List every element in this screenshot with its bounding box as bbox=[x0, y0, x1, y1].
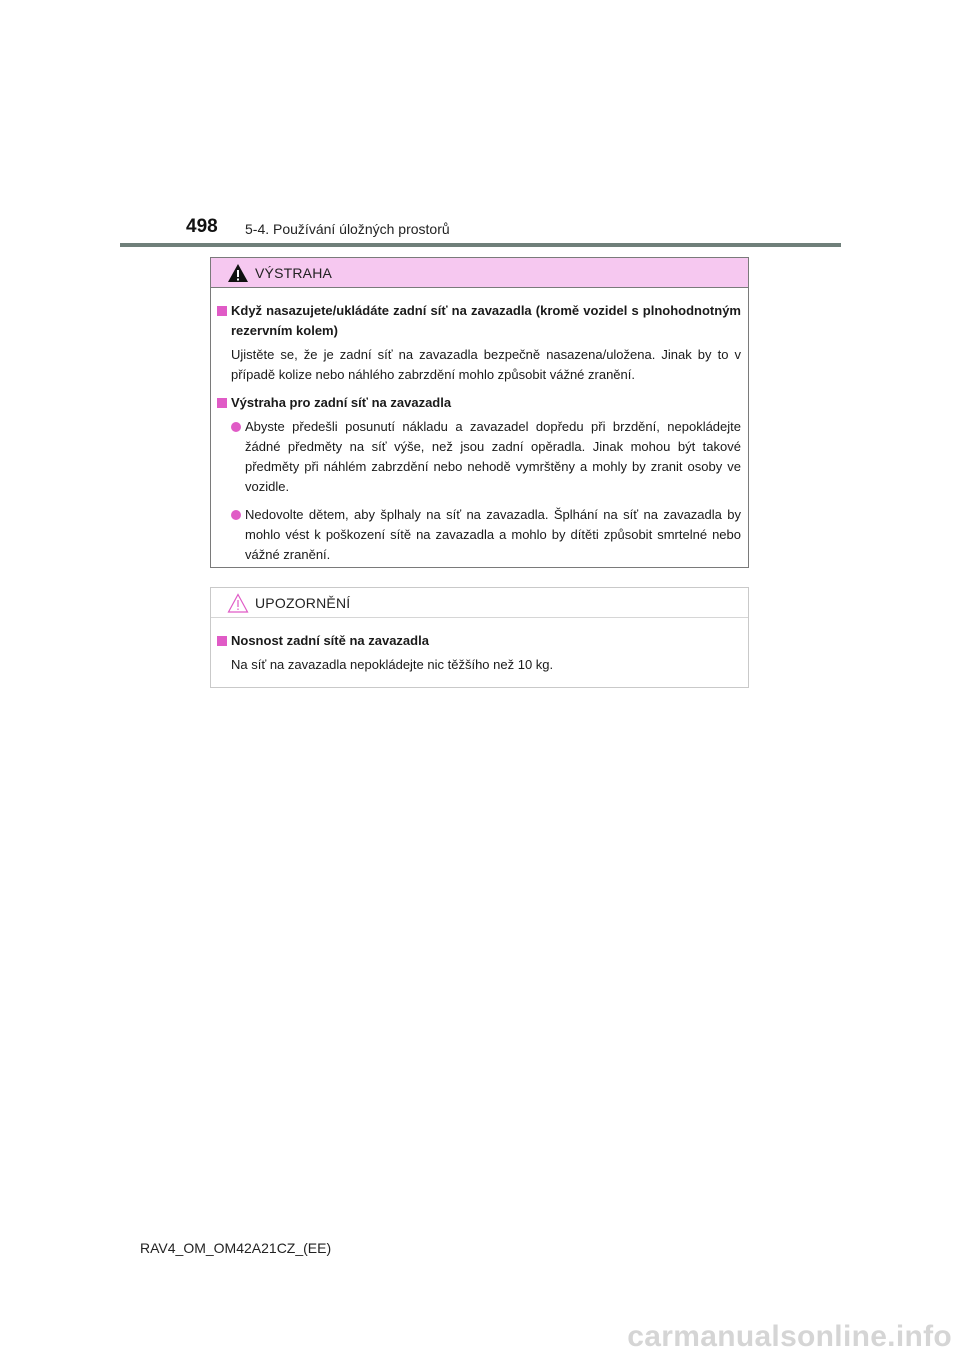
caution-header bbox=[211, 588, 748, 618]
watermark: carmanualsonline.info bbox=[627, 1320, 952, 1353]
warning-triangle-icon bbox=[227, 263, 249, 283]
heading-text: Výstraha pro zadní síť na zavazadla bbox=[231, 395, 452, 410]
list-item bbox=[231, 417, 741, 497]
caution-body bbox=[211, 618, 748, 675]
caution-box bbox=[210, 587, 749, 688]
circle-bullet-icon bbox=[231, 510, 241, 520]
warning-paragraph-1: Ujistěte se, že je zadní síť na zavazadla bezpečně nasazena/uložena. Jinak by to v případě kolize nebo náhlého zabrzdění mohlo způsobit vážné zranění. bbox=[231, 347, 741, 382]
warning-body bbox=[211, 288, 748, 565]
warning-heading-2 bbox=[217, 393, 741, 413]
bullet-text: Abyste předešli posunutí nákladu a zavazadel dopředu při brzdění, nepokládejte žádné předměty na síť výše, než jsou zadní opěradla. Jinak mohou být takové předměty při náhlém zabrzdění nebo nehodě vymrštěny a mohly by zranit osoby ve vozidle. bbox=[245, 419, 741, 494]
square-bullet-icon bbox=[217, 306, 227, 316]
footer-doc-code: RAV4_OM_OM42A21CZ_(EE) bbox=[140, 1240, 332, 1256]
caution-paragraph: Na síť na zavazadla nepokládejte nic těžšího než 10 kg. bbox=[231, 657, 554, 672]
square-bullet-icon bbox=[217, 636, 227, 646]
caution-title: UPOZORNĚNÍ bbox=[255, 595, 351, 611]
heading-text: Když nasazujete/ukládáte zadní síť na zavazadla (kromě vozidel s plnohodnotným rezervním kolem) bbox=[231, 303, 741, 338]
square-bullet-icon bbox=[217, 398, 227, 408]
caution-heading bbox=[217, 631, 741, 651]
heading-text: Nosnost zadní sítě na zavazadla bbox=[231, 633, 429, 648]
warning-heading-1 bbox=[217, 301, 741, 341]
caution-triangle-icon bbox=[227, 593, 249, 613]
header-rule bbox=[120, 243, 841, 247]
section-title: 5-4. Používání úložných prostorů bbox=[245, 221, 450, 237]
bullet-text: Nedovolte dětem, aby šplhaly na síť na zavazadla. Šplhání na síť na zavazadla by mohlo vést k poškození sítě na zavazadla a mohlo by dítěti způsobit smrtelné nebo vážné zranění. bbox=[245, 507, 741, 562]
list-item bbox=[231, 505, 741, 565]
warning-title: VÝSTRAHA bbox=[255, 265, 333, 281]
warning-header bbox=[211, 258, 748, 288]
warning-box bbox=[210, 257, 749, 568]
circle-bullet-icon bbox=[231, 422, 241, 432]
page-number: 498 bbox=[186, 216, 218, 237]
